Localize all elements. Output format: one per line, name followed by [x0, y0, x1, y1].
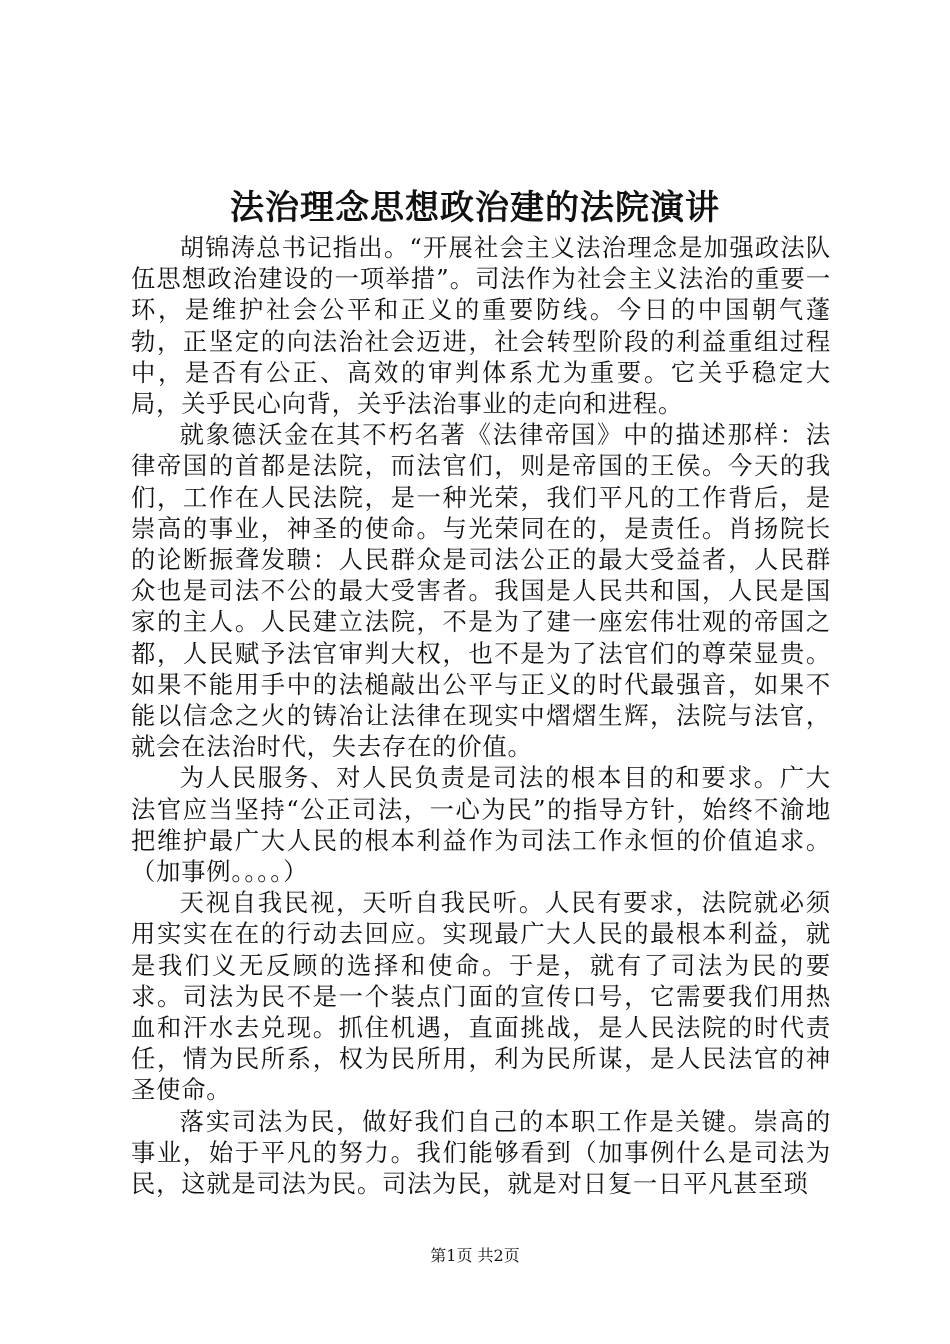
document-body: [131, 232, 831, 1199]
document-title: 法治理念思想政治建的法院演讲: [230, 188, 720, 228]
paragraph: 为人民服务、对人民负责是司法的根本目的和要求。广大法官应当坚持“公正司法，一心为民”的指导方针，始终不渝地把维护最广大人民的根本利益作为司法工作永恒的价值追求。（加事例。。。。）: [131, 763, 831, 887]
page-footer: 第1页 共2页: [430, 1246, 520, 1265]
paragraph: 胡锦涛总书记指出。“开展社会主义法治理念是加强政法队伍思想政治建设的一项举措”。司法作为社会主义法治的重要一环，是维护社会公平和正义的重要防线。今日的中国朝气蓬勃，正坚定的向法治社会迈进，社会转型阶段的利益重组过程中，是否有公正、高效的审判体系尤为重要。它关乎稳定大局，关乎民心向背，关乎法治事业的走向和进程。: [131, 233, 831, 419]
paragraph: 落实司法为民，做好我们自己的本职工作是关键。崇高的事业，始于平凡的努力。我们能够看到（加事例什么是司法为民，这就是司法为民。司法为民，就是对日复一日平凡甚至琐: [131, 1106, 831, 1199]
paragraph: 天视自我民视，天听自我民听。人民有要求，法院就必须用实实在在的行动去回应。实现最广大人民的最根本利益，就是我们义无反顾的选择和使命。于是，就有了司法为民的要求。司法为民不是一个装点门面的宣传口号，它需要我们用热血和汗水去兑现。抓住机遇，直面挑战，是人民法院的时代责任，情为民所系，权为民所用，利为民所谋，是人民法官的神圣使命。: [131, 888, 831, 1105]
paragraph: 就象德沃金在其不朽名著《法律帝国》中的描述那样：法律帝国的首都是法院，而法官们，则是帝国的王侯。今天的我们，工作在人民法院，是一种光荣，我们平凡的工作背后，是崇高的事业，神圣的使命。与光荣同在的，是责任。肖扬院长的论断振聋发聩：人民群众是司法公正的最大受益者，人民群众也是司法不公的最大受害者。我国是人民共和国，人民是国家的主人。人民建立法院，不是为了建一座宏伟壮观的帝国之都，人民赋予法官审判大权，也不是为了法官们的尊荣显贵。如果不能用手中的法槌敲出公平与正义的时代最强音，如果不能以信念之火的铸冶让法律在现实中熠熠生辉，法院与法官，就会在法治时代，失去存在的价值。: [131, 420, 831, 762]
